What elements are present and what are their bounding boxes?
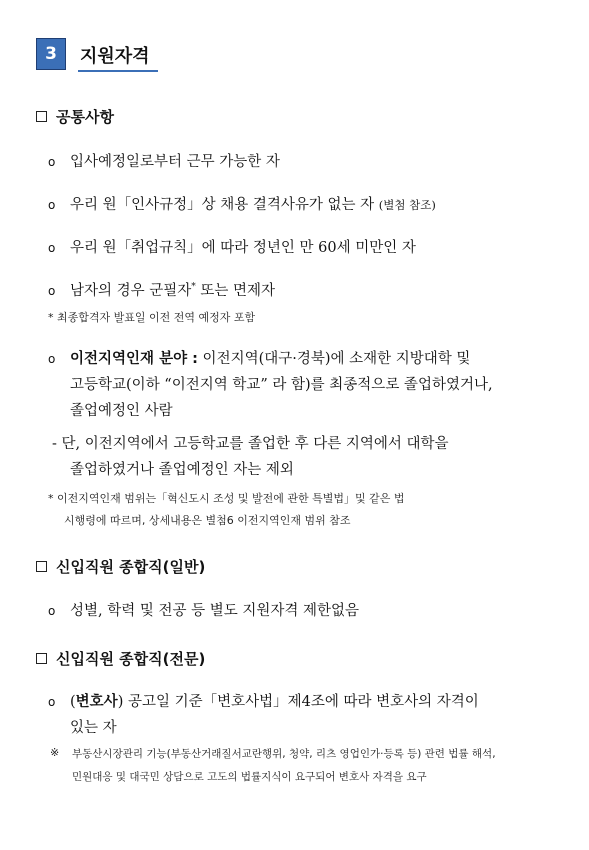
circle-bullet-icon: o	[48, 695, 56, 709]
common-item-5-line1: 이전지역(대구·경북)에 소재한 지방대학 및	[197, 351, 471, 367]
page-title: 지원자격	[80, 46, 150, 67]
section-number: 3	[36, 38, 66, 70]
common-item-1	[48, 150, 280, 171]
special-paren-close: )	[117, 694, 124, 710]
common-note-2-line1: * 이전지역인재 범위는「혁신도시 조성 및 발전에 관한 특별법」및 같은 법	[48, 492, 405, 505]
common-dash-line1: - 단, 이전지역에서 고등학교를 졸업한 후 다른 지역에서 대학을	[52, 436, 449, 452]
section-general-title: 신입직원 종합직(일반)	[56, 558, 206, 576]
general-item-1-text: 성별, 학력 및 전공 등 별도 지원자격 제한없음	[70, 603, 359, 619]
square-bullet-icon	[36, 653, 47, 664]
circle-bullet-icon: o	[48, 604, 56, 618]
special-item-1-line1: 공고일 기준「변호사법」제4조에 따라 변호사의 자격이	[123, 694, 479, 710]
common-item-4-text: 남자의 경우 군필자	[70, 283, 192, 299]
circle-bullet-icon: o	[48, 352, 56, 366]
common-item-2-note: (별첨 참조)	[378, 198, 436, 212]
common-item-2-text: 우리 원「인사규정」상 채용 결격사유가 없는 자	[70, 197, 375, 213]
common-note-2-line2: 시행령에 따르며, 상세내용은 별첨6 이전지역인재 범위 참조	[64, 514, 351, 527]
common-item-3-text: 우리 원「취업규칙」에 따라 정년인 만 60세 미만인 자	[70, 240, 416, 256]
circle-bullet-icon: o	[48, 241, 56, 255]
common-item-5-line2: 고등학교(이하 “이전지역 학교” 라 함)를 최종적으로 졸업하였거나,	[70, 377, 493, 393]
section-special	[36, 648, 205, 669]
square-bullet-icon	[36, 111, 47, 122]
section-common-title: 공통사항	[56, 108, 114, 126]
circle-bullet-icon: o	[48, 155, 56, 169]
common-note-1: * 최종합격자 발표일 이전 전역 예정자 포함	[48, 311, 256, 324]
square-bullet-icon	[36, 561, 47, 572]
special-note-mark: ※	[50, 746, 60, 759]
common-item-1-text: 입사예정일로부터 근무 가능한 자	[70, 154, 280, 170]
common-item-5-bold: 이전지역인재 분야 :	[70, 351, 198, 367]
special-item-1-line2: 있는 자	[70, 720, 117, 736]
special-item-1	[48, 690, 479, 711]
section-common	[36, 106, 114, 127]
special-item-1-bold: 변호사	[75, 694, 118, 710]
common-item-3	[48, 236, 416, 257]
special-note-line2: 민원대응 및 대국민 상담으로 고도의 법률지식이 요구되어 변호사 자격을 요구	[72, 771, 427, 783]
footnote-mark: *	[191, 282, 196, 293]
section-general	[36, 556, 205, 577]
common-item-4-rest: 또는 면제자	[195, 283, 276, 299]
special-paren-open: (	[70, 694, 76, 710]
special-note-line1: 부동산시장관리 기능(부동산거래질서교란행위, 청약, 리츠 영업인가·등록 등) 관련 법률 해석,	[72, 748, 496, 760]
common-dash-line2: 졸업하였거나 졸업예정인 자는 제외	[70, 462, 294, 478]
common-item-2	[48, 193, 436, 214]
common-item-5	[48, 347, 470, 368]
circle-bullet-icon: o	[48, 284, 56, 298]
circle-bullet-icon: o	[48, 198, 56, 212]
general-item-1	[48, 599, 359, 620]
common-item-4	[48, 279, 275, 300]
common-item-5-line3: 졸업예정인 사람	[70, 403, 173, 419]
title-underline	[78, 70, 158, 72]
section-special-title: 신입직원 종합직(전문)	[56, 650, 206, 668]
